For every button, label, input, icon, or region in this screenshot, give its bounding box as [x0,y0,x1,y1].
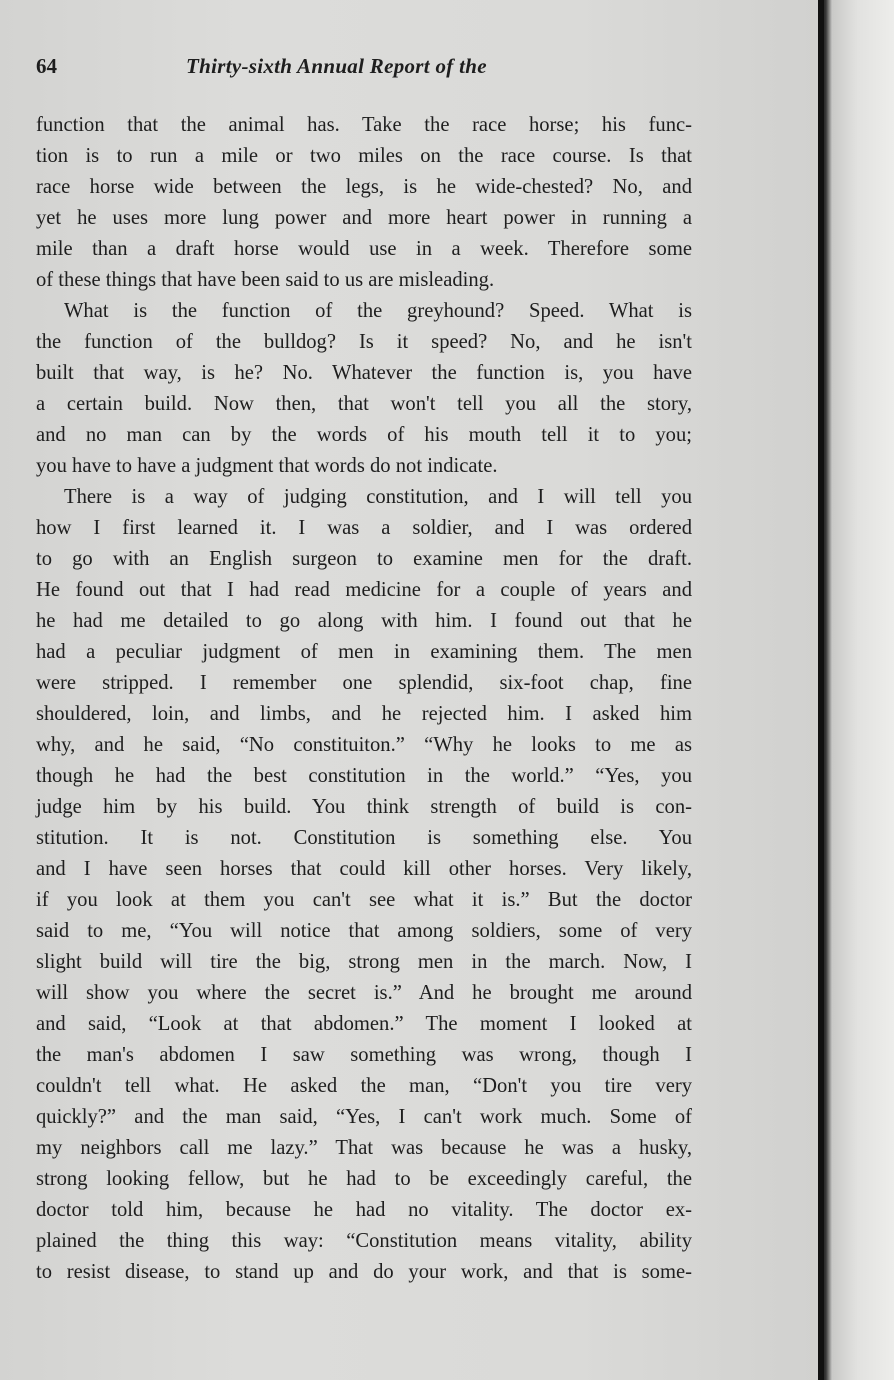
text-line: and no man can by the words of his mouth tell it to you; [36,424,692,446]
text-line: judge him by his build. You think strength of build is con- [36,796,692,818]
text-line: you have to have a judgment that words do not indicate. [36,455,498,477]
running-title: Thirty-sixth Annual Report of the [186,54,487,78]
text-line: will show you where the secret is.” And he brought me around [36,982,692,1004]
text-line: how I first learned it. I was a soldier, and I was ordered [36,517,692,539]
text-line: shouldered, loin, and limbs, and he rejected him. I asked him [36,703,692,725]
text-line: and said, “Look at that abdomen.” The moment I looked at [36,1013,692,1035]
text-line: What is the function of the greyhound? Speed. What is [64,300,692,322]
text-line: slight build will tire the big, strong men in the march. Now, I [36,951,692,973]
text-line: built that way, is he? No. Whatever the function is, you have [36,362,692,384]
book-binding [818,0,894,1380]
text-line: quickly?” and the man said, “Yes, I can't work much. Some of [36,1106,692,1128]
text-line: function that the animal has. Take the race horse; his func- [36,114,692,136]
text-line: were stripped. I remember one splendid, six-foot chap, fine [36,672,692,694]
text-line: had a peculiar judgment of men in examining them. The men [36,641,692,663]
text-line: though he had the best constitution in the world.” “Yes, you [36,765,692,787]
text-line: the function of the bulldog? Is it speed? No, and he isn't [36,331,692,353]
text-line: to resist disease, to stand up and do your work, and that is some- [36,1261,692,1283]
text-line: a certain build. Now then, that won't tell you all the story, [36,393,692,415]
body-text [36,110,692,1288]
text-line: strong looking fellow, but he had to be exceedingly careful, the [36,1168,692,1190]
text-line: tion is to run a mile or two miles on the race course. Is that [36,145,692,167]
text-line: doctor told him, because he had no vitality. The doctor ex- [36,1199,692,1221]
page-number: 64 [36,54,57,78]
gutter-shadow [818,0,824,1380]
text-line: he had me detailed to go along with him. I found out that he [36,610,692,632]
text-line: said to me, “You will notice that among soldiers, some of very [36,920,692,942]
text-line: stitution. It is not. Constitution is something else. You [36,827,692,849]
text-line: yet he uses more lung power and more heart power in running a [36,207,692,229]
running-head [36,54,696,86]
text-line: why, and he said, “No constituiton.” “Why he looks to me as [36,734,692,756]
text-line: my neighbors call me lazy.” That was because he was a husky, [36,1137,692,1159]
text-line: couldn't tell what. He asked the man, “Don't you tire very [36,1075,692,1097]
text-line: the man's abdomen I saw something was wrong, though I [36,1044,692,1066]
text-line: plained the thing this way: “Constitution means vitality, ability [36,1230,692,1252]
text-line: and I have seen horses that could kill other horses. Very likely, [36,858,692,880]
text-line: mile than a draft horse would use in a week. Therefore some [36,238,692,260]
text-line: to go with an English surgeon to examine men for the draft. [36,548,692,570]
text-line: race horse wide between the legs, is he wide-chested? No, and [36,176,692,198]
text-line: if you look at them you can't see what it is.” But the doctor [36,889,692,911]
text-line: He found out that I had read medicine for a couple of years and [36,579,692,601]
text-line: There is a way of judging constitution, and I will tell you [64,486,692,508]
text-line: of these things that have been said to us are misleading. [36,269,495,291]
